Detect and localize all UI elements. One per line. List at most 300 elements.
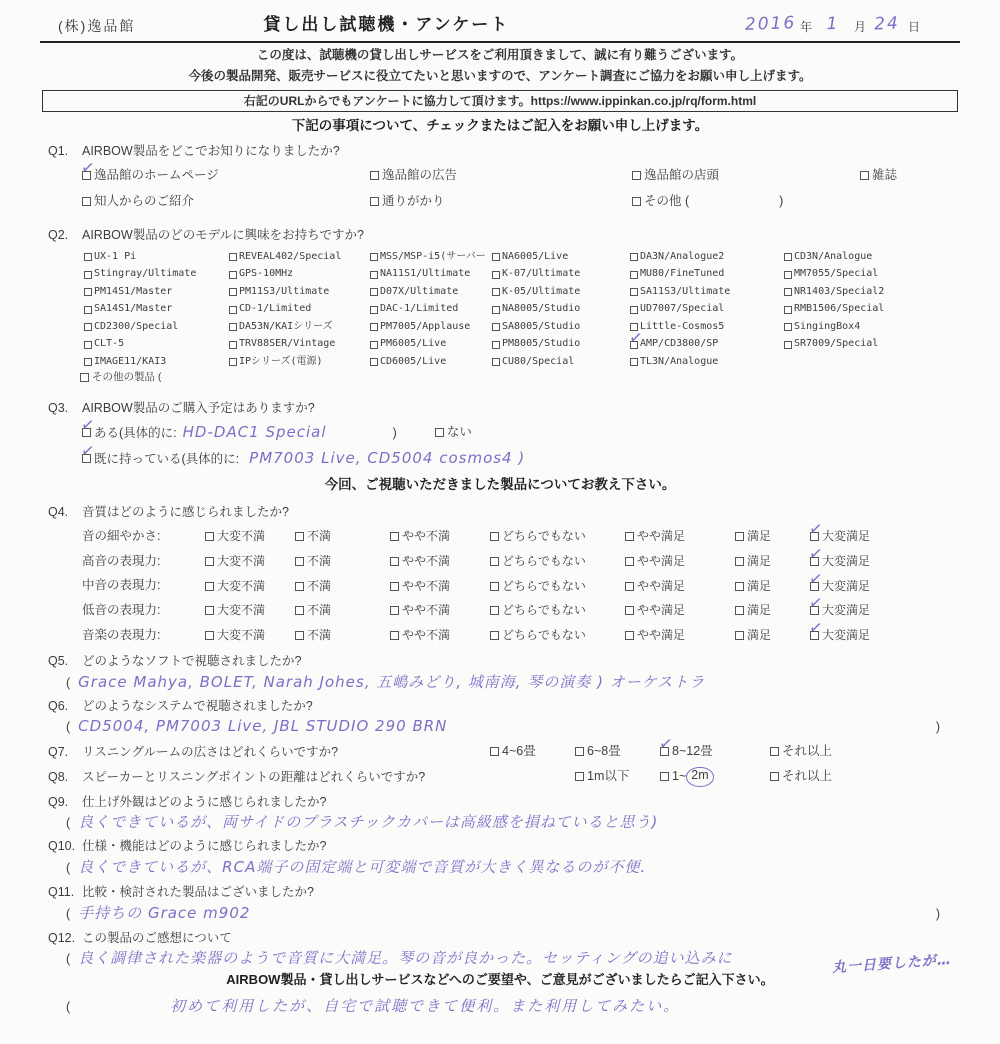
q4-checkbox[interactable] bbox=[735, 631, 744, 640]
q4-number: Q4. bbox=[48, 504, 69, 519]
q2-checkbox[interactable] bbox=[627, 328, 644, 349]
q1-option bbox=[370, 194, 632, 210]
q2-empty-cell bbox=[784, 356, 1000, 369]
q4-option bbox=[735, 603, 810, 618]
q4-option bbox=[490, 554, 625, 569]
q4-checkbox[interactable] bbox=[807, 545, 824, 566]
q4-option bbox=[735, 554, 810, 569]
q2-model-label: NA8005/Studio bbox=[502, 303, 581, 315]
q2-other-row bbox=[80, 371, 1000, 384]
q4-option-label: やや不満 bbox=[402, 603, 451, 618]
q4-checkbox[interactable] bbox=[625, 532, 634, 541]
q5-handwriting: Grace Mahya, BOLET, Narah Johes, 五嶋みどり, 城南海, 琴の演奏 ) オーケストラ bbox=[78, 672, 706, 691]
q3-row-motteiru bbox=[79, 442, 1000, 468]
q2-model-label: CLT-5 bbox=[94, 338, 125, 350]
q2-model-label: UX-1 Pi bbox=[94, 250, 137, 262]
q4-checkbox[interactable] bbox=[205, 606, 214, 615]
q2-checkbox[interactable] bbox=[84, 306, 92, 314]
q2-model-option bbox=[84, 286, 229, 299]
q2-checkbox[interactable] bbox=[370, 323, 378, 331]
q7-option bbox=[575, 744, 660, 760]
q4-checkbox[interactable] bbox=[735, 557, 744, 566]
q1-checkbox[interactable] bbox=[860, 171, 869, 180]
q4-checkbox[interactable] bbox=[205, 631, 214, 640]
q4-option-label: 大変不満 bbox=[217, 603, 266, 618]
q2-model-label: PM7005/Applause bbox=[380, 320, 471, 332]
q2-checkbox[interactable] bbox=[784, 306, 792, 314]
q2-checkbox[interactable] bbox=[630, 306, 638, 314]
question-8 bbox=[0, 767, 1000, 787]
question-1 bbox=[0, 144, 1000, 209]
q4-checkbox[interactable] bbox=[490, 606, 499, 615]
q2-model-label: NR1403/Special2 bbox=[794, 285, 885, 297]
date-year-label: 年 bbox=[799, 20, 812, 35]
q2-checkbox[interactable] bbox=[229, 358, 237, 366]
q4-option bbox=[490, 628, 625, 643]
q2-model-option bbox=[492, 303, 630, 316]
q2-model-label: MM7055/Special bbox=[794, 268, 879, 280]
q4-checkbox[interactable] bbox=[205, 557, 214, 566]
q2-model-option bbox=[784, 251, 1000, 264]
date-field bbox=[745, 14, 920, 35]
q5-open-paren: ( bbox=[66, 675, 71, 690]
q2-model-grid bbox=[84, 251, 1000, 369]
q2-checkbox[interactable] bbox=[84, 253, 92, 261]
q2-model-label: IMAGE11/KAI3 bbox=[94, 355, 167, 367]
q2-checkbox[interactable] bbox=[370, 306, 378, 314]
q2-model-option bbox=[229, 303, 370, 316]
q4-checkbox[interactable] bbox=[807, 569, 824, 591]
q2-model-option bbox=[630, 303, 784, 316]
q4-option-label: どちらでもない bbox=[502, 627, 586, 642]
q2-model-label: SR7009/Special bbox=[794, 338, 879, 350]
q4-option-label: やや満足 bbox=[637, 603, 686, 618]
q4-option-label: 大変不満 bbox=[217, 627, 266, 642]
q7-checkbox[interactable] bbox=[770, 747, 779, 756]
q2-model-option bbox=[492, 268, 630, 281]
q4-option bbox=[807, 619, 910, 643]
q8-checkbox[interactable] bbox=[575, 772, 584, 781]
q11-number: Q11. bbox=[48, 885, 75, 900]
q4-checkbox[interactable] bbox=[735, 532, 744, 541]
q1-option-label: 逸品館の広告 bbox=[382, 168, 458, 182]
q2-model-option bbox=[229, 286, 370, 299]
q2-model-option bbox=[370, 268, 492, 281]
question-6 bbox=[0, 699, 1000, 736]
q4-option bbox=[490, 603, 625, 618]
q8-question: スピーカーとリスニングポイントの距離はどれくらいですか? bbox=[82, 770, 426, 785]
q4-checkbox[interactable] bbox=[295, 557, 304, 566]
q2-checkbox[interactable] bbox=[492, 358, 500, 366]
q7-checkbox[interactable] bbox=[657, 735, 674, 756]
q1-option-label: 逸品館のホームページ bbox=[94, 168, 219, 182]
form-title: 貸し出し試聴機・アンケート bbox=[263, 15, 510, 34]
q2-model-option bbox=[84, 338, 229, 351]
q2-model-option bbox=[84, 251, 229, 264]
handwritten-check-icon: ✓ bbox=[807, 569, 824, 589]
q4-option-label: 大変満足 bbox=[822, 578, 871, 593]
q4-option-label: やや満足 bbox=[637, 554, 686, 569]
q2-model-label: Stingray/Ultimate bbox=[94, 268, 197, 280]
q4-rating-table bbox=[0, 520, 1000, 643]
q2-model-option bbox=[630, 286, 784, 299]
q2-model-label: PM14S1/Master bbox=[94, 285, 173, 297]
q7-option-label: 6~8畳 bbox=[587, 744, 621, 758]
section-title: 今回、ご視聴いただきました製品についてお教え下さい。 bbox=[324, 476, 676, 492]
q2-number: Q2. bbox=[48, 228, 69, 243]
q2-checkbox[interactable] bbox=[370, 253, 378, 261]
q2-checkbox[interactable] bbox=[229, 253, 237, 261]
q2-model-option bbox=[627, 328, 784, 351]
q2-model-label: TRV88SER/Vintage bbox=[239, 338, 336, 350]
q4-checkbox[interactable] bbox=[390, 631, 399, 640]
q2-model-option bbox=[492, 356, 630, 369]
q7-option-label: 4~6畳 bbox=[502, 744, 536, 758]
q8-option bbox=[770, 769, 870, 785]
q8-option-label: 1m以下 bbox=[587, 768, 630, 783]
q4-checkbox[interactable] bbox=[735, 606, 744, 615]
q7-checkbox[interactable] bbox=[490, 747, 499, 756]
question-2 bbox=[0, 228, 1000, 384]
q4-option bbox=[295, 579, 390, 594]
question-9 bbox=[0, 795, 1000, 832]
q2-model-option bbox=[492, 321, 630, 334]
q12-number: Q12. bbox=[48, 930, 76, 945]
q8-circled-value: 2m bbox=[686, 767, 713, 787]
handwritten-check-icon: ✓ bbox=[807, 545, 824, 564]
q3-aru-label: ある bbox=[94, 426, 120, 441]
q4-option-label: 満足 bbox=[747, 554, 772, 569]
q5-question: どのようなソフトで視聴されましたか? bbox=[82, 654, 302, 669]
q1-checkbox[interactable] bbox=[79, 159, 96, 180]
company-name: (株)逸品館 bbox=[58, 17, 136, 34]
q2-model-label: PM6005/Live bbox=[380, 338, 447, 350]
q2-checkbox[interactable] bbox=[492, 288, 500, 296]
q5-number: Q5. bbox=[48, 654, 69, 669]
q4-checkbox[interactable] bbox=[807, 520, 824, 541]
q2-checkbox[interactable] bbox=[784, 271, 792, 279]
q2-checkbox[interactable] bbox=[370, 288, 378, 296]
intro-line1: この度は、試聴機の貸し出しサービスをご利用頂きまして、誠に有り難うございます。 bbox=[256, 48, 744, 63]
q2-model-label: SA14S1/Master bbox=[94, 303, 173, 315]
q4-option-label: どちらでもない bbox=[502, 529, 586, 544]
q9-number: Q9. bbox=[48, 794, 69, 809]
q2-checkbox[interactable] bbox=[229, 306, 237, 314]
q4-checkbox[interactable] bbox=[390, 582, 399, 591]
q1-option bbox=[82, 194, 370, 210]
q4-row bbox=[82, 520, 1000, 545]
question-10 bbox=[0, 839, 1000, 876]
q2-checkbox[interactable] bbox=[784, 341, 792, 349]
q2-model-label: DAC-1/Limited bbox=[380, 303, 459, 315]
q2-model-label: K-07/Ultimate bbox=[502, 268, 581, 280]
q2-model-option bbox=[630, 321, 784, 334]
q2-model-option bbox=[492, 286, 630, 299]
q2-model-option bbox=[229, 268, 370, 281]
q4-option-label: やや不満 bbox=[402, 627, 451, 642]
date-month-value: 1 bbox=[826, 13, 840, 35]
q11-question: 比較・検討された製品はございましたか? bbox=[82, 885, 314, 900]
q4-option-label: 大変不満 bbox=[217, 578, 266, 593]
q4-row-label: 低音の表現力: bbox=[82, 603, 161, 617]
q2-checkbox[interactable] bbox=[370, 341, 378, 349]
q8-checkbox[interactable] bbox=[770, 772, 779, 781]
q4-row-label: 中音の表現力: bbox=[82, 578, 161, 593]
q4-checkbox[interactable] bbox=[490, 582, 499, 591]
handwritten-check-icon: ✓ bbox=[79, 416, 96, 435]
q2-checkbox[interactable] bbox=[492, 253, 500, 261]
q1-option-label: 逸品館の店頭 bbox=[644, 168, 720, 182]
q6-question: どのようなシステムで視聴されましたか? bbox=[82, 698, 313, 713]
question-11 bbox=[0, 885, 1000, 922]
handwritten-check-icon: ✓ bbox=[657, 735, 674, 755]
q2-checkbox[interactable] bbox=[784, 288, 792, 296]
q2-other-label: その他の製品 ( bbox=[92, 371, 162, 384]
q4-row-label: 音の細やかさ: bbox=[82, 529, 161, 544]
q2-model-label: CD6005/Live bbox=[380, 355, 447, 367]
q10-number: Q10. bbox=[48, 838, 76, 853]
q4-checkbox[interactable] bbox=[807, 594, 824, 615]
q10-question: 仕様・機能はどのように感じられましたか? bbox=[82, 838, 327, 853]
q2-model-label: PM8005/Studio bbox=[502, 338, 581, 350]
q4-checkbox[interactable] bbox=[490, 631, 499, 640]
q3-row-aru bbox=[79, 416, 1000, 442]
q2-model-option bbox=[492, 338, 630, 351]
q2-checkbox[interactable] bbox=[630, 358, 638, 366]
q2-checkbox[interactable] bbox=[229, 323, 237, 331]
q3-nai-checkbox[interactable] bbox=[435, 428, 444, 437]
q2-checkbox[interactable] bbox=[370, 271, 378, 279]
q2-checkbox[interactable] bbox=[630, 253, 638, 261]
q4-option bbox=[625, 529, 735, 544]
q2-model-option bbox=[370, 286, 492, 299]
q2-checkbox[interactable] bbox=[84, 323, 92, 331]
q2-checkbox[interactable] bbox=[370, 358, 378, 366]
q4-option bbox=[205, 603, 295, 618]
q4-option-label: 不満 bbox=[307, 627, 332, 642]
q8-checkbox[interactable] bbox=[660, 772, 669, 781]
q2-model-option bbox=[84, 321, 229, 334]
q4-checkbox[interactable] bbox=[390, 557, 399, 566]
q7-checkbox[interactable] bbox=[575, 747, 584, 756]
q8-option bbox=[660, 767, 770, 787]
q1-option bbox=[632, 168, 860, 184]
q2-model-label: DA3N/Analogue2 bbox=[640, 250, 725, 262]
q4-checkbox[interactable] bbox=[390, 532, 399, 541]
date-month-label: 月 bbox=[853, 20, 866, 35]
q2-checkbox[interactable] bbox=[630, 271, 638, 279]
q4-checkbox[interactable] bbox=[625, 631, 634, 640]
q4-option bbox=[205, 579, 295, 594]
handwritten-check-icon: ✓ bbox=[807, 594, 824, 614]
q2-checkbox[interactable] bbox=[84, 271, 92, 279]
q4-checkbox[interactable] bbox=[807, 619, 824, 640]
q1-option-label: 通りがかり bbox=[382, 193, 445, 208]
q4-option-label: 満足 bbox=[747, 627, 772, 642]
q10-handwriting: 良くできているが、RCA端子の固定端と可変端で音質が大きく異なるのが不便. bbox=[78, 857, 647, 876]
q4-checkbox[interactable] bbox=[295, 631, 304, 640]
q1-checkbox[interactable] bbox=[82, 197, 91, 206]
q2-checkbox[interactable] bbox=[630, 288, 638, 296]
q2-model-option bbox=[229, 356, 370, 369]
question-4 bbox=[0, 505, 1000, 644]
q7-option-label: 8~12畳 bbox=[672, 744, 713, 758]
q2-model-label: DA53N/KAIシリーズ bbox=[239, 320, 333, 332]
q4-row bbox=[82, 569, 1000, 594]
q4-option bbox=[625, 554, 735, 569]
q1-option-label: 知人からのご紹介 bbox=[94, 193, 195, 208]
q2-checkbox[interactable] bbox=[84, 288, 92, 296]
instruction-line: 下記の事項について、チェックまたはご記入をお願い申し上げます。 bbox=[291, 117, 709, 133]
q2-checkbox[interactable] bbox=[784, 323, 792, 331]
q12-handwriting: 良く調律された楽器のようで音質に大満足。琴の音が良かった。セッティングの追い込みに bbox=[78, 949, 733, 968]
q2-model-option bbox=[370, 356, 492, 369]
q2-model-option bbox=[229, 251, 370, 264]
q2-model-option bbox=[229, 321, 370, 334]
q4-option bbox=[490, 579, 625, 594]
q2-checkbox[interactable] bbox=[84, 341, 92, 349]
q2-model-label: MU80/FineTuned bbox=[640, 268, 725, 280]
q2-model-label: CD3N/Analogue bbox=[794, 250, 873, 262]
question-3 bbox=[0, 401, 1000, 468]
q2-checkbox[interactable] bbox=[784, 253, 792, 261]
q1-checkbox[interactable] bbox=[370, 197, 379, 206]
q4-checkbox[interactable] bbox=[625, 582, 634, 591]
q4-option bbox=[205, 628, 295, 643]
q2-model-option bbox=[370, 251, 492, 264]
q3-aru-prefix: (具体的に: bbox=[119, 426, 177, 441]
q2-checkbox[interactable] bbox=[229, 341, 237, 349]
q1-option-label: その他 ( bbox=[644, 193, 690, 208]
q2-checkbox[interactable] bbox=[492, 271, 500, 279]
q7-option-label: それ以上 bbox=[782, 744, 833, 758]
q4-option-label: どちらでもない bbox=[502, 603, 586, 618]
feedback-open-paren: ( bbox=[66, 1000, 71, 1015]
q2-model-label: CU80/Special bbox=[502, 355, 575, 367]
q3-nai-label: ない bbox=[446, 424, 472, 439]
q2-model-option bbox=[84, 268, 229, 281]
q4-checkbox[interactable] bbox=[625, 606, 634, 615]
q1-options bbox=[79, 159, 1000, 209]
q1-option bbox=[79, 159, 370, 184]
q7-number: Q7. bbox=[48, 745, 69, 760]
q7-option bbox=[657, 735, 770, 760]
q4-checkbox[interactable] bbox=[205, 532, 214, 541]
q4-option-label: 不満 bbox=[307, 603, 332, 618]
q4-checkbox[interactable] bbox=[735, 582, 744, 591]
q3-aru-handwriting: HD-DAC1 Special bbox=[182, 423, 327, 442]
q4-option bbox=[390, 628, 490, 643]
q4-option bbox=[807, 520, 910, 544]
q3-motteiru-label: 既に持っている bbox=[94, 451, 182, 466]
q4-option bbox=[807, 545, 910, 569]
q3-aru-close-paren: ) bbox=[392, 426, 397, 441]
q4-option-label: どちらでもない bbox=[502, 578, 586, 593]
q4-checkbox[interactable] bbox=[295, 582, 304, 591]
q6-open-paren: ( bbox=[66, 720, 71, 735]
q4-checkbox[interactable] bbox=[390, 606, 399, 615]
q4-option-label: どちらでもない bbox=[502, 554, 586, 569]
q1-question: AIRBOW製品をどこでお知りになりましたか? bbox=[82, 144, 340, 159]
q2-checkbox[interactable] bbox=[492, 323, 500, 331]
q2-model-option bbox=[630, 356, 784, 369]
q4-option bbox=[625, 579, 735, 594]
q2-checkbox[interactable] bbox=[492, 341, 500, 349]
q4-option bbox=[295, 603, 390, 618]
q3-motteiru-handwriting: PM7003 Live, CD5004 cosmos4 ) bbox=[249, 448, 526, 467]
q2-model-option bbox=[784, 338, 1000, 351]
q1-option-label: 雑誌 bbox=[872, 168, 898, 182]
q2-checkbox[interactable] bbox=[84, 358, 92, 366]
q1-checkbox[interactable] bbox=[632, 197, 641, 206]
q4-row-label: 音楽の表現力: bbox=[82, 627, 161, 642]
q2-checkbox[interactable] bbox=[492, 306, 500, 314]
q4-option bbox=[807, 569, 910, 594]
q11-handwriting: 手持ちの Grace m902 bbox=[78, 903, 251, 922]
q3-number: Q3. bbox=[48, 400, 69, 415]
q4-option bbox=[490, 529, 625, 544]
q2-model-option bbox=[784, 321, 1000, 334]
q3-motteiru-prefix: (具体的に: bbox=[181, 451, 240, 466]
q2-model-option bbox=[229, 338, 370, 351]
q4-option-label: 大変満足 bbox=[822, 627, 871, 642]
q4-option bbox=[390, 603, 490, 618]
q4-option bbox=[625, 603, 735, 618]
q4-checkbox[interactable] bbox=[205, 582, 214, 591]
q4-checkbox[interactable] bbox=[295, 532, 304, 541]
q1-checkbox[interactable] bbox=[370, 171, 379, 180]
q4-option-label: 満足 bbox=[747, 578, 772, 593]
q4-option bbox=[295, 529, 390, 544]
q2-model-label: SA11S3/Ultimate bbox=[640, 285, 731, 297]
q9-open-paren: ( bbox=[66, 816, 71, 831]
q9-handwriting: 良くできているが、両サイドのプラスチックカバーは高級感を損ねていると思う) bbox=[78, 813, 659, 832]
q4-checkbox[interactable] bbox=[490, 557, 499, 566]
q6-number: Q6. bbox=[48, 698, 69, 713]
date-day-value: 24 bbox=[873, 13, 901, 35]
q4-option bbox=[807, 594, 910, 618]
q2-model-label: TL3N/Analogue bbox=[640, 355, 719, 367]
q2-model-option bbox=[370, 303, 492, 316]
q4-checkbox[interactable] bbox=[490, 532, 499, 541]
feedback-prompt: AIRBOW製品・貸し出しサービスなどへのご要望や、ご意見がございましたらご記入下さい。 bbox=[226, 972, 774, 988]
q4-checkbox[interactable] bbox=[295, 606, 304, 615]
q2-model-option bbox=[84, 303, 229, 316]
q8-option-label: それ以上 bbox=[782, 768, 833, 783]
q12-question: この製品のご感想について bbox=[82, 930, 232, 945]
q2-model-label: MSS/MSP-i5(サーバー bbox=[380, 250, 486, 262]
q2-model-label: IPシリーズ(電源) bbox=[239, 355, 323, 367]
q1-option bbox=[370, 168, 632, 184]
q12-open-paren: ( bbox=[66, 952, 71, 967]
q4-option-label: 大変満足 bbox=[822, 603, 871, 618]
q4-checkbox[interactable] bbox=[625, 557, 634, 566]
q3-aru-checkbox[interactable] bbox=[79, 416, 96, 437]
q8-option-label: 1~ bbox=[672, 768, 687, 783]
q4-option bbox=[390, 529, 490, 544]
q4-row bbox=[82, 594, 1000, 619]
q2-model-option bbox=[630, 268, 784, 281]
q2-model-label: AMP/CD3800/SP bbox=[640, 338, 719, 350]
q2-other-checkbox[interactable] bbox=[80, 373, 89, 382]
q1-checkbox[interactable] bbox=[632, 171, 641, 180]
q4-option-label: やや満足 bbox=[637, 578, 686, 593]
q4-option-label: 大変満足 bbox=[822, 554, 871, 569]
q2-checkbox[interactable] bbox=[229, 271, 237, 279]
q2-checkbox[interactable] bbox=[229, 288, 237, 296]
q3-motteiru-checkbox[interactable] bbox=[79, 442, 96, 463]
q11-close-paren: ) bbox=[935, 906, 940, 921]
